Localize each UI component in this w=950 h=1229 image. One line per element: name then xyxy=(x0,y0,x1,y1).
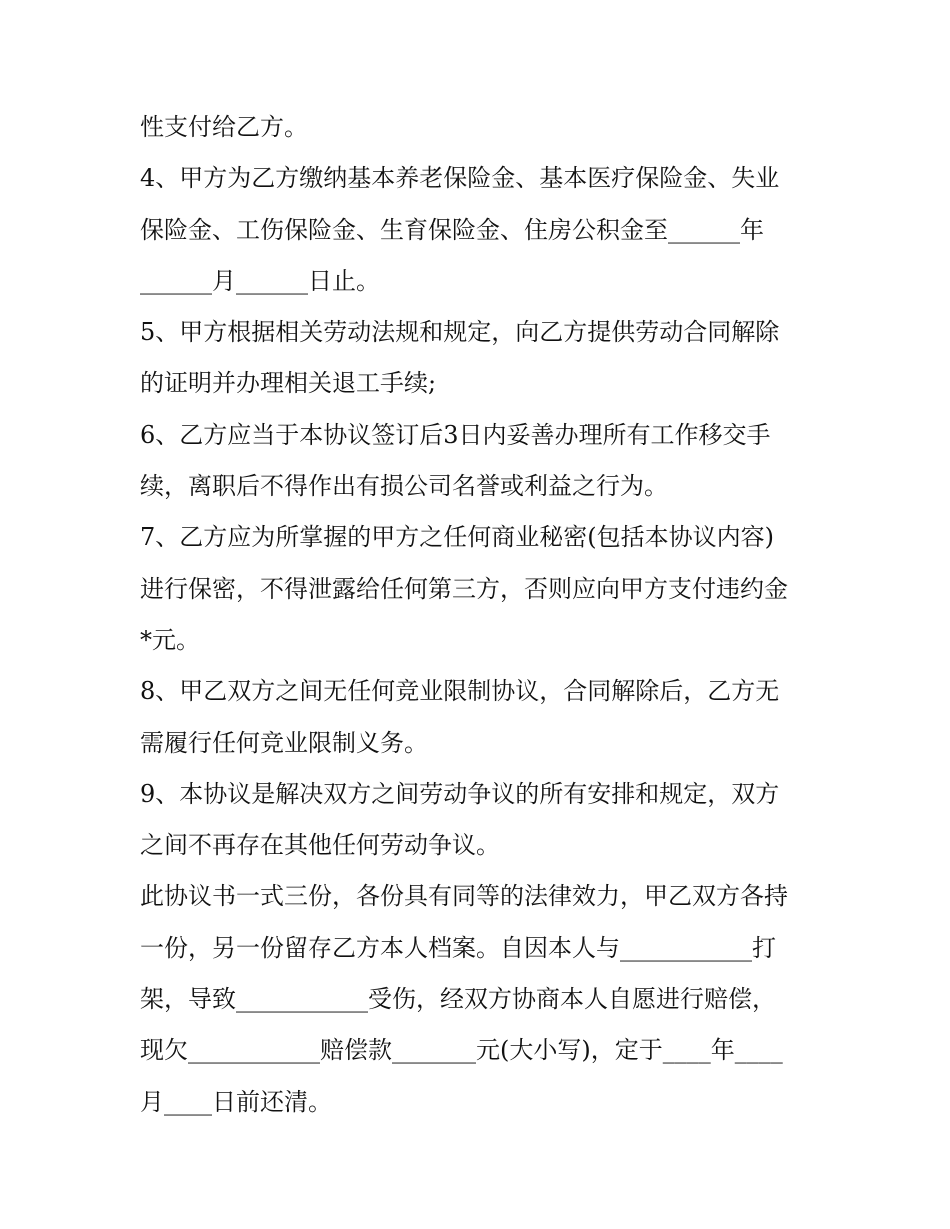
text-line-10: 进行保密，不得泄露给任何第三方，否则应向甲方支付违约金 xyxy=(140,574,788,603)
text-line-9: 7、乙方应为所掌握的甲方之任何商业秘密(包括本协议内容) xyxy=(140,523,774,552)
text-line-12: 8、甲乙双方之间无任何竞业限制协议，合同解除后，乙方无 xyxy=(140,677,780,706)
document-body xyxy=(140,102,820,1128)
text-line-1: 性支付给乙方。 xyxy=(140,113,308,141)
text-line-13: 需履行任何竞业限制义务。 xyxy=(140,728,428,757)
text-line-15: 之间不再存在其他任何劳动争议。 xyxy=(140,831,500,860)
text-line-2: 4、甲方为乙方缴纳基本养老保险金、基本医疗保险金、失业 xyxy=(140,164,780,193)
text-line-5: 5、甲方根据相关劳动法规和规定，向乙方提供劳动合同解除 xyxy=(140,318,780,347)
text-line-18: 架，导致___________受伤，经双方协商本人自愿进行赔偿， xyxy=(140,985,776,1014)
text-line-14: 9、本协议是解决双方之间劳动争议的所有安排和规定，双方 xyxy=(140,779,780,808)
text-line-20: 月____日前还清。 xyxy=(140,1087,332,1116)
text-line-6: 的证明并办理相关退工手续; xyxy=(140,369,437,398)
text-line-7: 6、乙方应当于本协议签订后3日内妥善办理所有工作移交手 xyxy=(140,420,771,449)
text-line-3: 保险金、工伤保险金、生育保险金、住房公积金至______年 xyxy=(140,215,764,244)
text-line-11: *元。 xyxy=(140,625,200,654)
text-line-4: ______月______日止。 xyxy=(140,266,380,295)
text-line-17: 一份，另一份留存乙方本人档案。自因本人与___________打 xyxy=(140,933,776,962)
text-line-19: 现欠___________赔偿款_______元(大小写)，定于____年____ xyxy=(140,1036,783,1065)
text-line-16: 此协议书一式三份，各份具有同等的法律效力，甲乙双方各持 xyxy=(140,882,788,911)
text-line-8: 续，离职后不得作出有损公司名誉或利益之行为。 xyxy=(140,472,668,501)
